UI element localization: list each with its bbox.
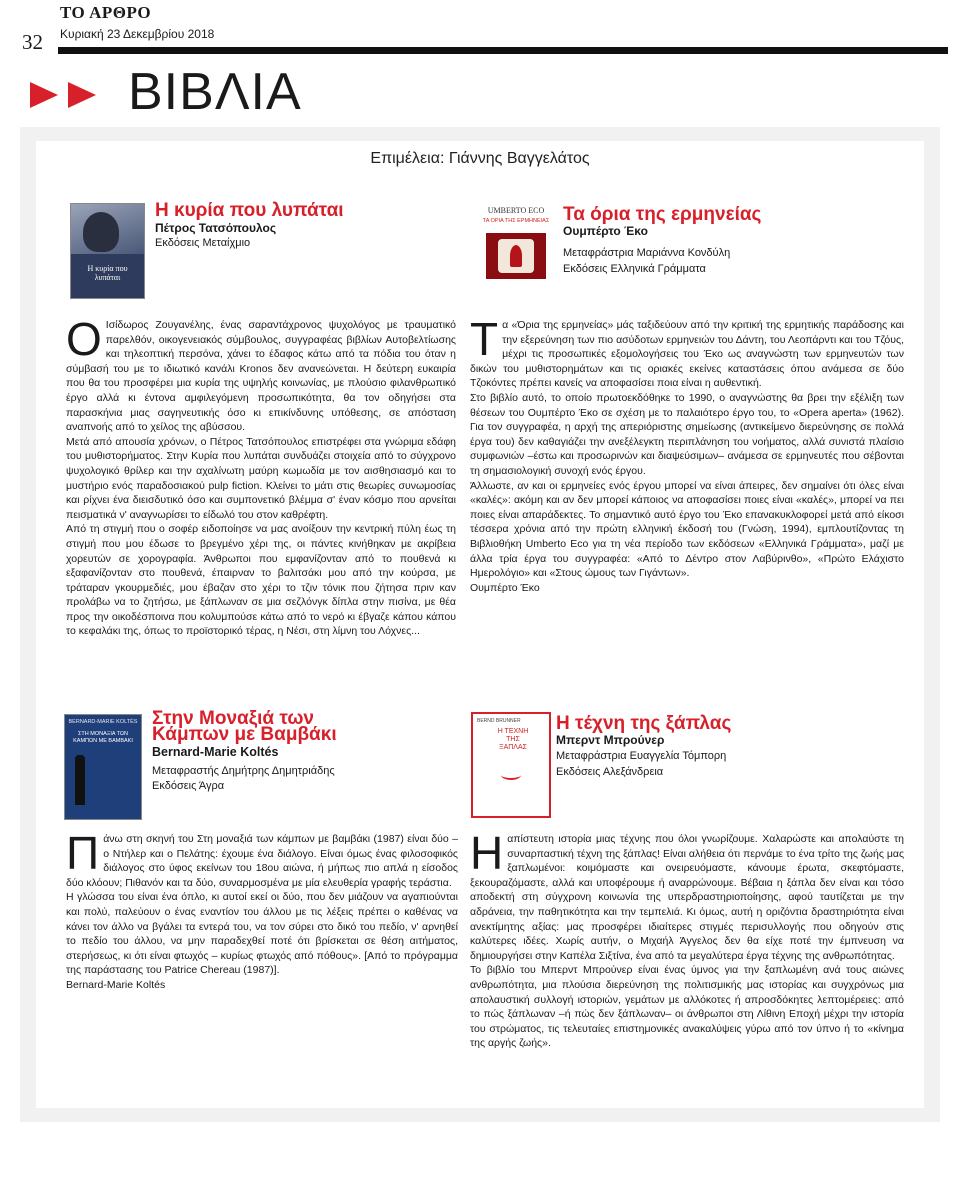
- drop-cap: Π: [66, 827, 100, 879]
- paragraph: Στο βιβλίο αυτό, το οποίο πρωτοεκδόθηκε το 1990, ο αναγνώστης θα βρει την εξέλιξη των θέσεων του Ουμπέρτο Έκο σε σχέση με το παλαιότερο έργο του, το «Opera aperta» (1962). Για τον συγγραφέα, η αρχή της απεριόριστης σημείωσης (αντικείμενο διερεύνησης σε πολλά έργα του) δεν καθαγιάζει την ανεξέλεγκτη περιπλάνηση του νοήματος, αλλά συνιστά πλαίσιο συμφωνιών –έστω και προσωρινών και διαψεύσιμων– ανάμεσα σε ερμηνευτές που σέβονται τη σημασιολογική συνοχή ενός έργου.: [470, 391, 904, 477]
- book-publisher: Εκδόσεις Μεταίχμιο: [155, 237, 251, 249]
- section-title: ΒΙΒΛΙΑ: [128, 63, 302, 121]
- cover-title: ΤΑ ΟΡΙΑ ΤΗΣ ΕΡΜΗΝΕΙΑΣ: [482, 218, 550, 224]
- newspaper-name: ΤΟ ΑΡΘΡΟ: [60, 3, 152, 22]
- drop-cap: Ο: [66, 313, 102, 365]
- book-translator: Μεταφράστρια Ευαγγελία Τόμπορη: [556, 750, 727, 762]
- book-title: Η τέχνη της ξάπλας: [556, 713, 732, 734]
- book-author: Bernard-Marie Koltés: [152, 745, 279, 759]
- editor-credit: Επιμέλεια: Γιάννης Βαγγελάτος: [370, 150, 590, 167]
- book-review-text: [470, 827, 904, 1051]
- book-cover-eco: [476, 203, 556, 295]
- paragraph: Από τη στιγμή που ο σοφέρ ειδοποίησε να μας ανοίξουν την κεντρική πύλη έως τη στιγμή που μου έδωσε το βρεγμένο χέρι της, οι πάντες κινήθηκαν με ακρίβεια χορευτών σε χορογραφία. Άνθρωποι που εμφανίζονταν από το πουθενά κι εξαφανίζονταν στο πουθενά, έπαιρναν το βαλιτσάκι μου από την κούρσα, με τράταραν γκουρμεδιές, μου έβαζαν στο χέρι το τζιν τόνικ που ζήτησα πριν καν προλάβω να το ζητήσω, με ξάπλωναν σε μια σεζλόνγκ δίπλα στην πισίνα, με θέα προς την οικοδέσποινα που κολυμπούσε κάτω από το νερό κι έβγαζε κάπου κάπου το κεφαλάκι της, όπως το προϊστορικό τέρας, η Νέσι, στη λίμνη του Λόχνες...: [66, 523, 456, 638]
- paragraph: Μετά από απουσία χρόνων, ο Πέτρος Τατσόπουλος επιστρέφει στα γνώριμα εδάφη του μυθιστορήματος. Στην Κυρία που λυπάται συνδυάζει στοιχεία από το σύγχρονο ψυχολογικό θρίλερ και την αχαλίνωτη μαύρη κωμωδία με τον αισθησιασμό και το μυστήριο ενός παραδοσιακού pulp fiction. Κλείνει το μάτι στις θεωρίες συνωμοσίας και ρίχνει ένα διεισδυτικό όσο και συμπονετικό βλέμμα σ' έναν κόσμο που αρνείται πεισματικά ν' αναγνωρίσει το είδωλό του στον καθρέφτη.: [66, 435, 456, 521]
- book-title: Στην Μοναξιά των Κάμπων με Βαμβάκι: [152, 708, 337, 745]
- book-author: Πέτρος Τατσόπουλος: [155, 221, 277, 235]
- book-review-text: [66, 827, 458, 993]
- cover-title: Η ΤΕΧΝΗ ΤΗΣ ΞΑΠΛΑΣ: [497, 728, 529, 751]
- book-publisher: Εκδόσεις Άγρα: [152, 780, 225, 792]
- paragraph: α «Όρια της ερμηνείας» μάς ταξιδεύουν από την κριτική της ερμητικής παράδοσης και την εξερεύνηση των πιο ασύδοτων ερμηνειών του Δάντη, του Λεοπάρντι και του Τζόυς, μέχρι τις προσωπικές εξομολογήσεις του Έκο ως αναγνώστη των ερμηνευτών των δικών του μυθιστορημάτων και τις οριακές εκείνες καταστάσεις όπου ανάμεσα σε δύο Τζοκόντες πρέπει κανείς να αποφασίσει ποια είναι η αυθεντική.: [470, 319, 904, 390]
- book-review-text: [470, 313, 904, 595]
- book-title: Η κυρία που λυπάται: [155, 200, 344, 221]
- cover-title: ΣΤΗ ΜΟΝΑΞΙΑ ΤΩΝ ΚΑΜΠΩΝ ΜΕ ΒΑΜΒΑΚΙ: [73, 731, 133, 744]
- book-publisher: Εκδόσεις Αλεξάνδρεια: [556, 766, 664, 778]
- drop-cap: Η: [470, 827, 504, 879]
- book-cover-xaplas: [471, 712, 551, 818]
- cover-title: Η κυρία που λυπάται: [87, 264, 128, 282]
- paragraph: Bernard-Marie Koltés: [66, 978, 166, 991]
- header-rule: [58, 47, 948, 54]
- page-number: 32: [22, 30, 43, 54]
- book-translator: Μεταφράστρια Μαριάννα Κονδύλη: [563, 247, 731, 259]
- book-author: Ουμπέρτο Έκο: [563, 224, 648, 238]
- book-publisher: Εκδόσεις Ελληνικά Γράμματα: [563, 263, 706, 275]
- cover-author: BERND BRUNNER: [477, 718, 521, 724]
- book-author: Μπερντ Μπρούνερ: [556, 733, 665, 747]
- book-cover-kyria: [70, 203, 145, 299]
- paragraph: Ισίδωρος Ζουγανέλης, ένας σαραντάχρονος ψυχολόγος με τραυματικό παρελθόν, οικογενειακός σύμβουλος, συγγραφέας βιβλίων Αυτοβελτίωσης και τηλεοπτική περσόνα, χάνει το έδαφος κάτω από τα πόδια του όταν η σύμβασή του με το ιδιωτικό κανάλι Kronos δεν ανανεώνεται. Η δεύτερη ευκαιρία που θα του προσφέρει μια κυρία της υψηλής κοινωνίας, με πλούσιο φιλανθρωπικό έργο αλλά κι έντονα αμφιλεγόμενη προσωπικότητα, θα τον οδηγήσει στα παρασκήνια μιας σαγηνευτικής όσο κι επικίνδυνης υπόθεσης, σε απόσταση αναπνοής από το χείλος της αβύσσου.: [66, 319, 456, 434]
- paragraph: Άλλωστε, αν και οι ερμηνείες ενός έργου μπορεί να είναι άπειρες, δεν σημαίνει ότι όλες είναι «καλές»: ακόμη και αν δεν μπορεί κάποιος να αποφασίσει ποιες είναι «καλές», μπορεί να πει ποιες είναι απαράδεκτες. Το σημαντικό αυτό έργο του Έκο επανακυκλοφορεί μετά από είκοσι τέσσερα χρόνια από την πρώτη ελληνική έκδοσή του (Γνώση, 1994), εμπλουτίζοντας τη Βιβλιοθήκη Umberto Eco για τη νέα περίοδο των εκδόσεων «Ελληνικά Γράμματα», μαζί με άλλα τρία έργα του συγγραφέα: «Από το Δέντρο στον Λαβύρινθο», «Πρώτο Ελάχιστο Ημερολόγιο» και «Στους ώμους των Γιγάντων».: [470, 479, 904, 580]
- drop-cap: Τ: [470, 313, 499, 365]
- book-cover-koltes: [64, 714, 142, 820]
- cover-author: BERNARD-MARIE KOLTÈS: [68, 719, 138, 725]
- paragraph: Ουμπέρτο Έκο: [470, 581, 540, 594]
- book-translator: Μεταφραστής Δημήτρης Δημητριάδης: [152, 765, 335, 777]
- issue-date: Κυριακή 23 Δεκεμβρίου 2018: [60, 27, 215, 41]
- book-review-text: [66, 313, 456, 639]
- paragraph: απίστευτη ιστορία μιας τέχνης που όλοι γνωρίζουμε. Χαλαρώστε και απολαύστε τη συναρπαστική τέχνη της ξάπλας! Είναι αλήθεια ότι περνάμε το ένα τρίτο της ζωής μας ξαπλωμένοι: κοιμόμαστε και ονειρευόμαστε, κάνουμε έρωτα, σκεφτόμαστε, ξεκουραζόμαστε, αλλά και υποφέρουμε ή αναρρώνουμε. Βέβαια η ξάπλα δεν είναι και τόσο αποδεκτή στη σύγχρονη κοινωνία της υπερδραστηριοποίησης, αφού ταυτίζεται με την αδράνεια, την παθητικότητα και την τεμπελιά. Κι όμως, αυτή η οριζόντια δραστηριότητα είναι ανεκτίμητης αξίας: μας προσφέρει ιδιαίτερες στιγμές περισυλλογής που οδηγούν στις καλύτερες ιδέες. Χωρίς αυτήν, ο Μιχαήλ Άγγελος δεν θα είχε ποτέ την έμπνευση να δημιουργήσει στην Καπέλα Σιξτίνα, ένα από τα μεγαλύτερα έργα τέχνης της ανθρωπότητας.: [470, 833, 904, 962]
- paragraph: Το βιβλίο του Μπερντ Μπρούνερ είναι ένας ύμνος για την ξαπλωμένη ανά τους αιώνες ανθρωπότητα, μια πλούσια διερεύνηση της πολιτισμικής μας ιστορίας και συγχρόνως μια απολαυστική συλλογή ιστοριών, γεμάτων με αλλόκοτες ή απροσδόκητες λεπτομέρειες: από το πώς ξάπλωναν –ή πώς δεν ξάπλωναν– οι άνθρωποι στη Λίθινη Εποχή μέχρι την ιστορία του στρώματος, τις τελευταίες επιστημονικές ανακαλύψεις γύρω από τον ύπνο ή το «κίνημα της αργής ζωής».: [470, 964, 904, 1050]
- paragraph: άνω στη σκηνή του Στη μοναξιά των κάμπων με βαμβάκι (1987) είναι δύο – ο Ντήλερ και ο Πελάτης: έχουμε ένα διάλογο. Είναι όμως ένας φιλοσοφικός διάλογος στο ύφος εκείνων του 18ου αιώνα, ή μήπως πιο απλά η είσοδος δύο κλόουν; Πιθανόν και τα δύο, συναρμοσμένα με μία ελευθερία γραφής τεράστια.: [66, 833, 458, 889]
- section-arrows-icon: [30, 80, 102, 115]
- book-title: Τα όρια της ερμηνείας: [563, 204, 762, 225]
- paragraph: Η γλώσσα του είναι ένα όπλο, κι αυτοί εκεί οι δύο, που δεν μιάζουν να αγαπιούνται και πολύ, παλεύουν ο ένας εναντίον του άλλου με τις λέξεις πρέπει ο καθένας να κάνει τον άλλο να βγάλει τα εντερά του, να τον σύρει στο δικό του πεδίο, ν' αρνηθεί το πεδίο του άλλου, να μην παραδεχθεί ποτέ ότι βρίσκεται σε θέση αιτήματος, στερήσεως, κι ότι είναι φτωχός – κυρίως φτωχός από πόθους». [Από το πρόγραμμα της παράστασης του Patrice Chereau (1987)].: [66, 891, 458, 977]
- cover-author: UMBERTO ECO: [487, 206, 545, 215]
